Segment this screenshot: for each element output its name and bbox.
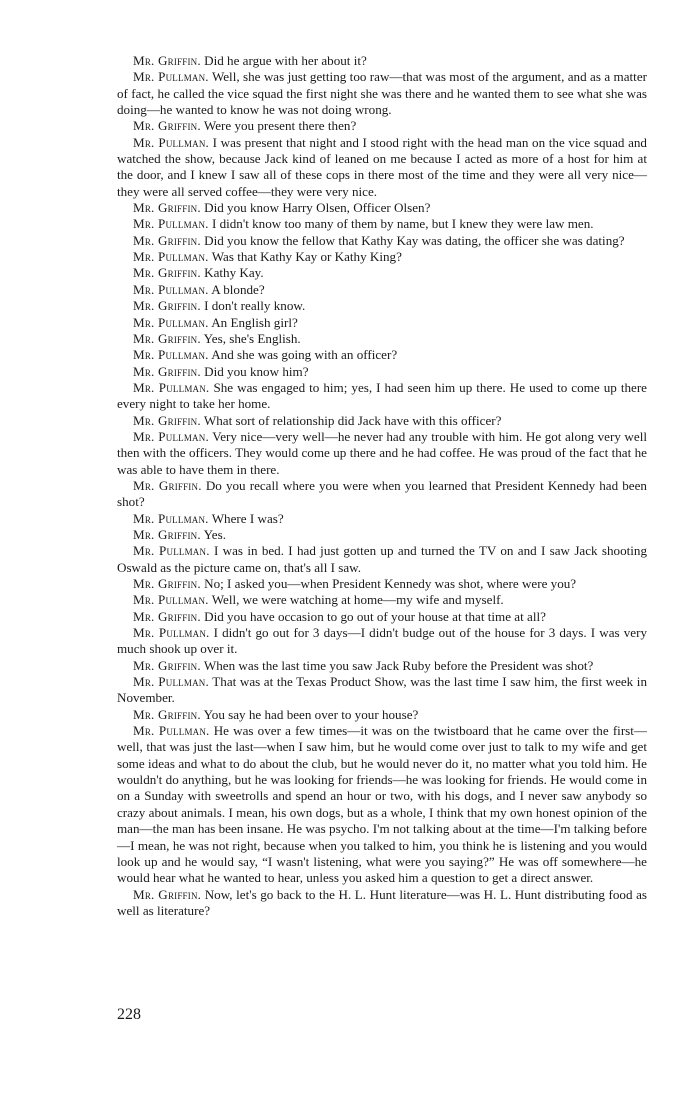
testimony-text: Yes. — [203, 526, 226, 542]
testimony-text: Was that Kathy Kay or Kathy King? — [211, 249, 402, 265]
testimony-paragraph — [117, 658, 647, 674]
testimony-paragraph — [117, 331, 647, 347]
testimony-text: Yes, she's English. — [203, 330, 301, 346]
testimony-text: That was at the Texas Product Show, was the last time I saw him, the first week in November. — [117, 674, 647, 706]
testimony-text: I was present that night and I stood right with the head man on the vice squad and watched the show, because Jack kind of leaned on me because I acted as more of a host for him at the door, and I knew I saw all of these cops in there most of the time and they were all very nice—they were all served coffee—they were very nice. — [117, 134, 647, 199]
testimony-text: Well, we were watching at home—my wife and myself. — [211, 592, 504, 608]
testimony-text: You say he had been over to your house? — [203, 706, 419, 722]
speaker-name: Mr. Pullman. — [133, 625, 210, 641]
speaker-name: Mr. Griffin. — [133, 526, 201, 542]
testimony-paragraph — [117, 216, 647, 232]
speaker-name: Mr. Pullman. — [133, 249, 209, 265]
speaker-name: Mr. Griffin. — [133, 330, 201, 346]
testimony-text: She was engaged to him; yes, I had seen him up there. He used to come up there every night to take her home. — [117, 379, 647, 412]
testimony-text: I don't really know. — [204, 298, 306, 314]
speaker-name: Mr. Griffin. — [133, 298, 201, 314]
testimony-paragraph — [117, 347, 647, 363]
testimony-text: Very nice—very well—he never had any trouble with him. He got along very well then with the officers. They would come up there and he had coffee. He was proud of the fact that he was able to have them in there. — [117, 428, 647, 477]
testimony-text: I was in bed. I had just gotten up and turned the TV on and I saw Jack shooting Oswald as the picture came on, that's all I saw. — [117, 543, 647, 575]
speaker-name: Mr. Griffin. — [133, 657, 201, 673]
testimony-paragraph — [117, 887, 647, 920]
testimony-paragraph — [117, 527, 647, 543]
testimony-paragraph — [117, 380, 647, 413]
speaker-name: Mr. Griffin. — [133, 886, 202, 902]
testimony-paragraph — [117, 707, 647, 723]
testimony-paragraph — [117, 543, 647, 576]
testimony-text: Kathy Kay. — [204, 265, 264, 281]
speaker-name: Mr. Griffin. — [133, 232, 201, 248]
speaker-name: Mr. Pullman. — [133, 281, 209, 297]
transcript-body — [117, 53, 647, 919]
testimony-text: I didn't go out for 3 days—I didn't budge out of the house for 3 days. I was very much shook up over it. — [117, 625, 647, 657]
testimony-text: What sort of relationship did Jack have with this officer? — [203, 412, 502, 428]
speaker-name: Mr. Pullman. — [133, 428, 209, 444]
speaker-name: Mr. Pullman. — [133, 134, 210, 150]
testimony-text: I didn't know too many of them by name, but I knew they were law men. — [211, 216, 594, 232]
speaker-name: Mr. Pullman. — [133, 347, 209, 363]
speaker-name: Mr. Pullman. — [133, 69, 209, 85]
testimony-text: And she was going with an officer? — [211, 347, 398, 363]
speaker-name: Mr. Griffin. — [133, 477, 202, 493]
testimony-text: Were you present there then? — [203, 118, 357, 134]
page-number: 228 — [117, 1006, 141, 1023]
testimony-paragraph — [117, 298, 647, 314]
testimony-paragraph — [117, 282, 647, 298]
testimony-text: Did he argue with her about it? — [204, 53, 367, 68]
testimony-text: Well, she was just getting too raw—that was most of the argument, and as a matter of fact, he called the vice squad the first night she was there and he wanted them to see what she was doing—he wanted to know he was not doing wrong. — [117, 69, 647, 118]
speaker-name: Mr. Pullman. — [133, 510, 209, 526]
speaker-name: Mr. Pullman. — [133, 216, 209, 232]
speaker-name: Mr. Pullman. — [133, 379, 210, 395]
testimony-paragraph — [117, 674, 647, 707]
speaker-name: Mr. Pullman. — [133, 592, 209, 608]
testimony-paragraph — [117, 69, 647, 118]
testimony-paragraph — [117, 478, 647, 511]
testimony-text: When was the last time you saw Jack Ruby before the President was shot? — [203, 657, 594, 673]
testimony-text: A blonde? — [211, 281, 265, 297]
testimony-text: Did you know Harry Olsen, Officer Olsen? — [204, 200, 431, 216]
testimony-paragraph — [117, 53, 647, 69]
testimony-text: Did you have occasion to go out of your house at that time at all? — [204, 608, 546, 624]
testimony-text: Did you know him? — [204, 363, 309, 379]
testimony-text: No; I asked you—when President Kennedy was shot, where were you? — [204, 576, 577, 591]
speaker-name: Mr. Griffin. — [133, 412, 201, 428]
testimony-text: An English girl? — [211, 314, 298, 330]
speaker-name: Mr. Pullman. — [133, 674, 209, 690]
testimony-paragraph — [117, 625, 647, 658]
speaker-name: Mr. Pullman. — [133, 543, 210, 559]
testimony-text: Do you recall where you were when you learned that President Kennedy had been shot? — [117, 477, 647, 510]
speaker-name: Mr. Griffin. — [133, 363, 201, 379]
testimony-paragraph — [117, 200, 647, 216]
testimony-paragraph — [117, 315, 647, 331]
testimony-text: Where I was? — [211, 510, 284, 526]
testimony-paragraph — [117, 723, 647, 886]
speaker-name: Mr. Griffin. — [133, 265, 201, 281]
testimony-paragraph — [117, 609, 647, 625]
testimony-text: Now, let's go back to the H. L. Hunt literature—was H. L. Hunt distributing food as well as literature? — [117, 886, 647, 918]
testimony-paragraph — [117, 429, 647, 478]
testimony-paragraph — [117, 592, 647, 608]
testimony-paragraph — [117, 233, 647, 249]
speaker-name: Mr. Griffin. — [133, 706, 201, 722]
testimony-paragraph — [117, 364, 647, 380]
testimony-paragraph — [117, 118, 647, 134]
speaker-name: Mr. Griffin. — [133, 118, 201, 134]
speaker-name: Mr. Griffin. — [133, 608, 201, 624]
testimony-paragraph — [117, 511, 647, 527]
testimony-paragraph — [117, 265, 647, 281]
speaker-name: Mr. Griffin. — [133, 53, 201, 68]
speaker-name: Mr. Griffin. — [133, 576, 201, 591]
testimony-paragraph — [117, 135, 647, 200]
testimony-text: Did you know the fellow that Kathy Kay was dating, the officer she was dating? — [204, 232, 625, 248]
testimony-text: He was over a few times—it was on the twistboard that he came over the first—well, that was just the last—when I saw him, but he would come over just to talk to my wife and get some ideas and what to do about the club, but he would never do it, no matter what you told him. He wouldn't do anything, but he was looking for friends—he was looking for friends. He would come in on a Sunday with sweetrolls and spend an hour or two, with his dogs, and I never saw anybody so crazy about animals. I mean, his own dogs, but as a whole, I think that my own honest opinion of the man—the man has been insane. He was psycho. I'm not talking about at the time—I'm talking before—I mean, he was not right, because when you talked to him, you think he is listening and you would look up and he would say, “I wasn't listening, what were you saying?” He was off somewhere—he would hear what he wanted to hear, unless you asked him a question to get a direct answer. — [117, 723, 648, 886]
testimony-paragraph — [117, 249, 647, 265]
speaker-name: Mr. Pullman. — [133, 314, 209, 330]
speaker-name: Mr. Pullman. — [133, 723, 210, 739]
testimony-paragraph — [117, 576, 647, 592]
speaker-name: Mr. Griffin. — [133, 200, 201, 216]
testimony-paragraph — [117, 413, 647, 429]
